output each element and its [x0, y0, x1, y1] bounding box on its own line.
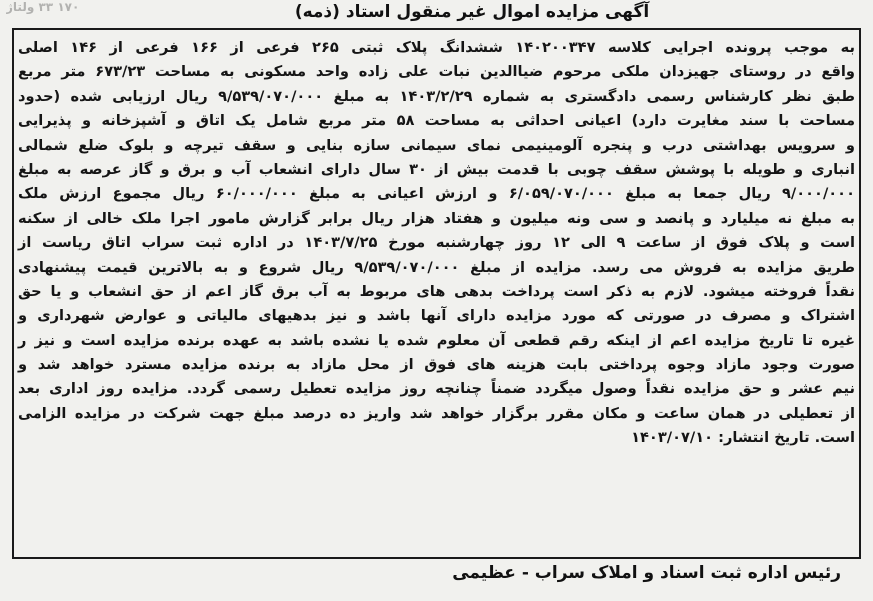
body-line: نیم عشر و حق مزایده نقداً وصول میگردد ضمناً چنانچه روز مزایده تعطیل رسمی گردد. مزایده روز اداری بعد — [18, 380, 855, 398]
body-line: واقع در روستای جهیزدان ملکی مرحوم ضیاالدین نبات علی زاده واحد مسکونی به مساحت ۶۷۳/۲۳ متر مربع — [18, 63, 855, 81]
signature-line: رئیس اداره ثبت اسناد و املاک سراب - عظیمی — [452, 563, 841, 583]
body-line: طریق مزایده به فروش می رسد. مزایده از مبلغ ۹/۵۳۹/۰۷۰/۰۰۰ ریال شروع و به بالاترین قیمت پیشنهادی — [18, 258, 855, 276]
adjacent-column-fragment: ۱۷۰ ۳۳ ولتاژ — [6, 0, 80, 14]
body-line: ۹/۰۰۰/۰۰۰ ریال جمعا به مبلغ ۶/۰۵۹/۰۷۰/۰۰۰ و ارزش اعیانی به مبلغ ۶۰/۰۰۰/۰۰۰ ریال مجموع ارزش ملک — [18, 185, 855, 203]
body-line: از تعطیلی در همان ساعت و مکان مقرر برگزار خواهد شد واریز ده درصد مبلغ جهت شرکت در مزایده الزامی — [18, 404, 855, 422]
body-line: اشتراک و مصرف در صورتی که مورد مزایده دارای آنها باشد و نیز بدهیهای مالیاتی و عوارض شهرداری و — [18, 307, 855, 325]
body-line: صورت وجود مازاد وجوه پرداختی بابت هزینه های فوق از محل مازاد به برنده مزایده مسترد خواهد شد و — [18, 356, 855, 374]
body-line: طبق نظر کارشناس رسمی دادگستری به شماره ۱۴۰۳/۲/۲۹ به مبلغ ۹/۵۳۹/۰۷۰/۰۰۰ ریال ارزیابی شده (حدود — [18, 87, 856, 105]
notice-title: آگهی مزایده اموال غیر منقول استاد (ذمه) — [294, 2, 650, 22]
body-line: نقداً فروخته میشود. لازم به ذکر است پرداخت بدهی های مربوط به آب برق گاز اعم از حق انشعاب و یا حق — [18, 282, 855, 300]
body-line: به موجب پرونده اجرایی کلاسه ۱۴۰۲۰۰۳۴۷ ششدانگ پلاک ثبتی ۲۶۵ فرعی از ۱۶۶ فرعی از ۱۴۶ اصلی — [18, 39, 856, 56]
notice-body — [14, 36, 859, 451]
body-line: است و پلاک فوق از ساعت ۹ الی ۱۲ روز چهارشنبه مورخ ۱۴۰۳/۷/۲۵ در اداره ثبت سراب اتاق ریاست از — [18, 234, 855, 252]
body-line: انباری و طویله با پوشش سقف چوبی با قدمت بیش از ۳۰ سال دارای انشعاب آب و برق و گاز عرصه به مبلغ — [18, 160, 855, 178]
publication-date-line: است. تاریخ انتشار: ۱۴۰۳/۰۷/۱۰ — [631, 429, 855, 447]
title-banner — [152, 0, 792, 30]
body-line: به مبلغ نه میلیارد و پانصد و سی ونه میلیون و هفتاد هزار ریال برابر گزارش مامور اجرا ملک خالی از سکنه — [18, 209, 855, 227]
body-line: غیره تا تاریخ مزایده اعم از اینکه رقم قطعی آن معلوم شده یا نشده باشد به عهده برنده مزایده است و نیز ر — [18, 331, 855, 349]
body-line: مساحت با سند مغایرت دارد) اعیانی احداثی به مساحت ۵۸ متر مربع شامل یک اتاق و آشپزخانه و پذیرایی — [18, 112, 855, 130]
body-line: و سرویس بهداشتی درب و پنجره آلومینیمی نمای سیمانی سازه بنایی و سقف تیرچه و بلوک ضلع شمالی — [18, 136, 855, 154]
